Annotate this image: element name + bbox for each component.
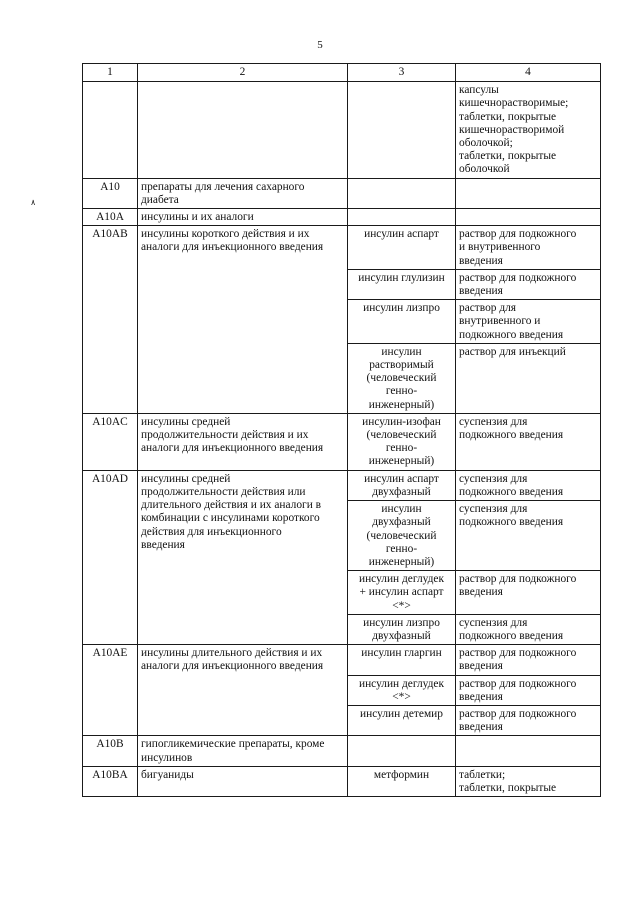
text-line: раствор для подкожного	[459, 228, 577, 241]
text-line: подкожного введения	[459, 516, 564, 529]
text-line: оболочкой;	[459, 137, 513, 150]
group-cell	[138, 470, 348, 644]
text-line: действия для инъекционного	[141, 525, 282, 538]
dosage-form-cell	[456, 269, 601, 299]
inn-cell	[348, 766, 456, 796]
table-row	[83, 766, 601, 796]
inn-cell	[348, 269, 456, 299]
text-line: инсулин гларгин	[361, 647, 442, 660]
text-line: подкожного введения	[459, 328, 564, 341]
text-line: инсулин деглудек	[358, 677, 444, 690]
text-line: препараты для лечения сахарного	[141, 180, 305, 193]
table-row	[83, 413, 601, 470]
dosage-form-cell	[456, 470, 601, 500]
dosage-form-cell	[456, 226, 601, 270]
atc-code-cell: A10AC	[83, 413, 138, 470]
text-line: (человеческий	[366, 429, 437, 442]
text-line: диабета	[141, 193, 179, 206]
group-cell	[138, 645, 348, 736]
text-line: введения	[459, 721, 503, 734]
group-cell	[138, 82, 348, 178]
text-line: введения	[459, 690, 503, 703]
text-line: суспензия для	[459, 415, 528, 428]
atc-code-cell	[83, 82, 138, 178]
text-line: инженерный)	[368, 398, 435, 411]
group-cell	[138, 178, 348, 208]
inn-cell	[348, 705, 456, 735]
text-line: инсулин	[381, 345, 422, 358]
text-line: введения	[141, 538, 185, 551]
atc-code-cell: A10B	[83, 736, 138, 766]
dosage-form-cell	[456, 413, 601, 470]
text-line: и внутривенного	[459, 241, 541, 254]
text-line: продолжительности действия и их	[141, 429, 309, 442]
atc-code-cell: A10AE	[83, 645, 138, 736]
inn-cell	[348, 82, 456, 178]
table-row	[83, 470, 601, 500]
text-line: раствор для подкожного	[459, 573, 577, 586]
text-line: инсулин лизпро	[363, 302, 440, 315]
text-line: инсулин	[381, 503, 422, 516]
inn-cell	[348, 343, 456, 413]
text-line: оболочкой	[459, 163, 510, 176]
inn-cell	[348, 571, 456, 615]
text-line: раствор для подкожного	[459, 707, 577, 720]
dosage-form-cell	[456, 501, 601, 571]
text-line: инсулин аспарт	[364, 472, 439, 485]
text-line: инсулин детемир	[360, 707, 443, 720]
inn-cell	[348, 178, 456, 208]
inn-cell	[348, 645, 456, 675]
dosage-form-cell	[456, 736, 601, 766]
text-line: + инсулин аспарт	[359, 586, 444, 599]
group-cell	[138, 226, 348, 414]
atc-code-cell: A10A	[83, 209, 138, 226]
text-line: внутривенного и	[459, 315, 541, 328]
text-line: генно-	[385, 542, 418, 555]
dosage-form-cell	[456, 766, 601, 796]
text-line: гипогликемические препараты, кроме	[141, 738, 325, 751]
text-line: раствор для подкожного	[459, 647, 577, 660]
text-line: аналоги для инъекционного введения	[141, 241, 324, 254]
dosage-form-cell	[456, 82, 601, 178]
text-line: таблетки;	[459, 768, 506, 781]
text-line: инсулин-изофан	[362, 415, 441, 428]
header-col-2: 2	[138, 64, 348, 82]
text-line: капсулы	[459, 84, 499, 97]
text-line: раствор для подкожного	[459, 677, 577, 690]
header-row	[83, 64, 601, 82]
dosage-form-cell	[456, 343, 601, 413]
dosage-form-cell	[456, 209, 601, 226]
header-col-4: 4	[456, 64, 601, 82]
text-line: суспензия для	[459, 472, 528, 485]
text-line: генно-	[385, 385, 418, 398]
atc-code-cell: A10AB	[83, 226, 138, 414]
text-line: инсулин лизпро	[363, 616, 440, 629]
inn-cell	[348, 226, 456, 270]
table-row	[83, 226, 601, 270]
group-cell	[138, 766, 348, 796]
group-cell	[138, 413, 348, 470]
table-row	[83, 178, 601, 208]
text-line: таблетки, покрытые	[459, 150, 557, 163]
page-number: 5	[317, 39, 323, 51]
text-line: инсулины длительного действия и их	[141, 647, 323, 660]
text-line: длительного действия и их аналоги в	[141, 499, 322, 512]
dosage-form-cell	[456, 178, 601, 208]
table-row	[83, 645, 601, 675]
text-line: инсулин аспарт	[364, 228, 439, 241]
text-line: введения	[459, 254, 503, 267]
text-line: раствор для	[459, 302, 517, 315]
margin-mark: ٨	[31, 198, 36, 207]
text-line: бигуаниды	[141, 768, 194, 781]
text-line: инженерный)	[368, 455, 435, 468]
text-line: таблетки, покрытые	[459, 781, 557, 794]
atc-code-cell: A10AD	[83, 470, 138, 644]
text-line: инсулины и их аналоги	[141, 211, 254, 224]
inn-cell	[348, 413, 456, 470]
text-line: таблетки, покрытые	[459, 110, 557, 123]
drug-table	[82, 63, 601, 797]
text-line: растворимый	[369, 359, 434, 372]
text-line: подкожного введения	[459, 485, 564, 498]
text-line: продолжительности действия или	[141, 485, 306, 498]
text-line: двухфазный	[372, 485, 431, 498]
text-line: инсулины короткого действия и их	[141, 228, 310, 241]
table-row	[83, 736, 601, 766]
dosage-form-cell	[456, 675, 601, 705]
text-line: кишечнорастворимой	[459, 123, 565, 136]
text-line: двухфазный	[372, 516, 431, 529]
dosage-form-cell	[456, 645, 601, 675]
text-line: комбинации с инсулинами короткого	[141, 512, 320, 525]
text-line: <*>	[392, 690, 411, 703]
text-line: суспензия для	[459, 503, 528, 516]
text-line: инсулинов	[141, 751, 193, 764]
text-line: (человеческий	[366, 529, 437, 542]
text-line: <*>	[392, 599, 411, 612]
text-line: инсулины средней	[141, 415, 231, 428]
text-line: введения	[459, 660, 503, 673]
text-line: суспензия для	[459, 616, 528, 629]
text-line: генно-	[385, 442, 418, 455]
group-cell	[138, 736, 348, 766]
text-line: инженерный)	[368, 555, 435, 568]
group-cell	[138, 209, 348, 226]
text-line: аналоги для инъекционного введения	[141, 660, 324, 673]
text-line: (человеческий	[366, 372, 437, 385]
text-line: инсулин деглудек	[358, 573, 444, 586]
text-line: инсулин глулизин	[358, 271, 445, 284]
atc-code-cell: A10	[83, 178, 138, 208]
text-line: двухфазный	[372, 629, 431, 642]
dosage-form-cell	[456, 300, 601, 344]
text-line: введения	[459, 586, 503, 599]
header-col-3: 3	[348, 64, 456, 82]
dosage-form-cell	[456, 705, 601, 735]
text-line: раствор для инъекций	[459, 345, 566, 358]
inn-cell	[348, 501, 456, 571]
dosage-form-cell	[456, 571, 601, 615]
text-line: подкожного введения	[459, 629, 564, 642]
inn-cell	[348, 675, 456, 705]
text-line: метформин	[373, 768, 430, 781]
inn-cell	[348, 470, 456, 500]
atc-code-cell: A10BA	[83, 766, 138, 796]
inn-cell	[348, 736, 456, 766]
text-line: введения	[459, 285, 503, 298]
text-line: кишечнорастворимые;	[459, 97, 569, 110]
inn-cell	[348, 209, 456, 226]
text-line: подкожного введения	[459, 429, 564, 442]
text-line: инсулины средней	[141, 472, 231, 485]
inn-cell	[348, 300, 456, 344]
table-row	[83, 209, 601, 226]
header-col-1: 1	[83, 64, 138, 82]
text-line: раствор для подкожного	[459, 271, 577, 284]
dosage-form-cell	[456, 614, 601, 644]
table-row	[83, 82, 601, 178]
text-line: аналоги для инъекционного введения	[141, 442, 324, 455]
inn-cell	[348, 614, 456, 644]
